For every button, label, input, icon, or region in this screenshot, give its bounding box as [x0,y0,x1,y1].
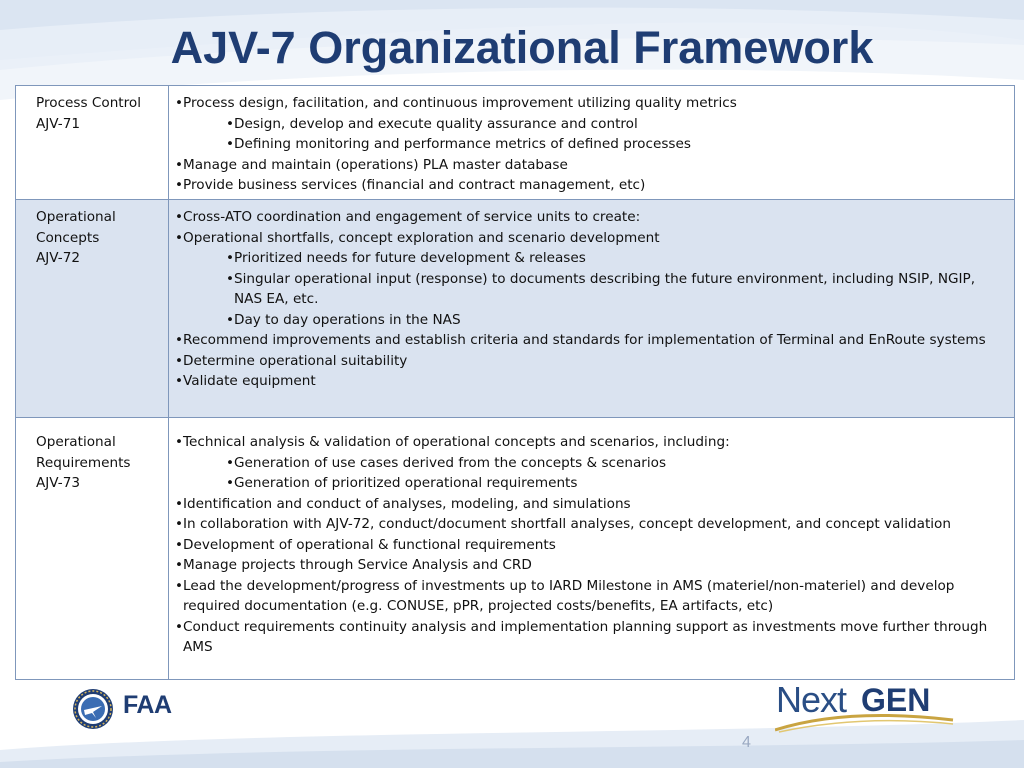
bullet-continuation: required documentation (e.g. CONUSE, pPR, projected costs/benefits, EA artifacts, etc) [183,598,774,614]
bullet-line: • Conduct requirements continuity analysis and implementation planning support as investments move further through [169,617,1014,638]
row-label-line: Operational [36,209,116,225]
bullet-line: • Manage projects through Service Analysis and CRD [169,555,1014,576]
sub-bullet-line: • Singular operational input (response) to documents describing the future environment, including NSIP, NGIP, [169,269,1014,290]
bullet-line: • Technical analysis & validation of operational concepts and scenarios, including: [169,432,1014,453]
sub-bullet-line: • Generation of use cases derived from the concepts & scenarios [169,453,1014,474]
row-label-line: Requirements [36,454,131,471]
bullet-line: • Validate equipment [169,371,1014,392]
bullet-line: • Development of operational & functional requirements [169,535,1014,556]
bullet-line: • Manage and maintain (operations) PLA master database [169,155,1014,176]
bullet-continuation: AMS [183,639,213,655]
bullet-line: • Determine operational suitability [169,351,1014,372]
framework-table [15,85,1015,680]
bullet-line: • Identification and conduct of analyses, modeling, and simulations [169,494,1014,515]
row-bullets [169,418,1015,680]
row-label-line: AJV-72 [36,250,81,266]
sub-bullet-line: • Generation of prioritized operational requirements [169,473,1014,494]
bullet-line: • Recommend improvements and establish criteria and standards for implementation of Terminal and EnRoute systems [169,330,1014,351]
row-bullets [169,86,1015,200]
row-label-line: Operational [36,434,116,450]
table-row [16,418,1015,680]
bullet-line: • Provide business services (financial and contract management, etc) [169,175,1014,196]
row-label-line: Concepts [36,229,100,246]
faa-logo-text: FAA [123,691,172,719]
row-label-line: Process Control [36,95,142,111]
row-bullets [169,200,1015,418]
bullet-line: • Lead the development/progress of investments up to IARD Milestone in AMS (materiel/non-materiel) and develop [169,576,1014,597]
table-row [16,200,1015,418]
bullet-continuation: NAS EA, etc. [234,291,319,307]
sub-bullet-line: • Day to day operations in the NAS [169,310,1014,331]
bullet-line: • Cross-ATO coordination and engagement of service units to create: [169,207,1014,228]
sub-bullet-line: • Defining monitoring and performance metrics of defined processes [169,134,1014,155]
slide-title: AJV-7 Organizational Framework [170,22,874,73]
bullet-line: • Process design, facilitation, and continuous improvement utilizing quality metrics [169,93,1014,114]
row-label [16,86,169,200]
sub-bullet-line: • Prioritized needs for future development & releases [169,248,1014,269]
row-label [16,418,169,680]
nextgen-logo-gen: GEN [861,682,931,718]
bullet-line: • In collaboration with AJV-72, conduct/document shortfall analyses, concept development, and concept validation [169,514,1014,535]
bullet-line: • Operational shortfalls, concept exploration and scenario development [169,228,1014,249]
page-number: 4 [742,734,751,751]
row-label-line: AJV-71 [36,115,81,132]
sub-bullet-line: • Design, develop and execute quality assurance and control [169,114,1014,135]
dot-seal-icon [72,688,114,730]
nextgen-logo-next: Next [776,679,847,720]
table-row [16,86,1015,200]
row-label [16,200,169,418]
row-label-line: AJV-73 [36,475,81,491]
